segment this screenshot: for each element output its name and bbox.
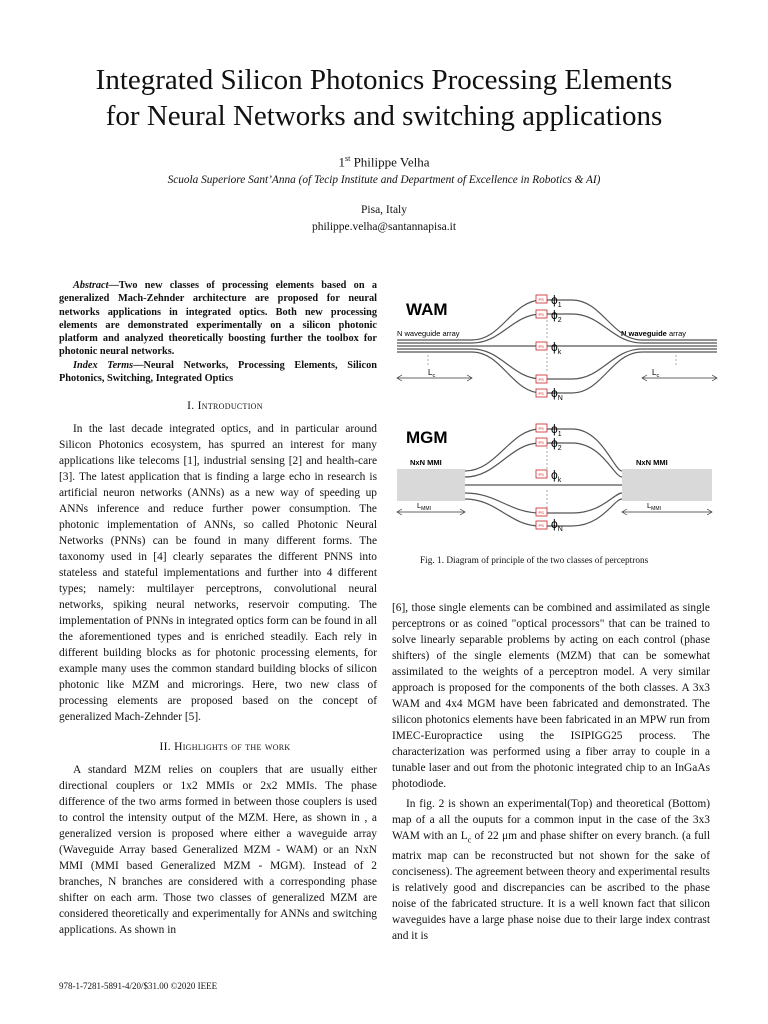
svg-text:ϕk: $\phi_k$ bbox=[551, 468, 562, 484]
index-terms-label: Index Terms bbox=[73, 359, 134, 371]
svg-text:ϕ2: $\phi_2$ bbox=[551, 308, 562, 324]
right-column bbox=[392, 600, 710, 944]
svg-text:PS: PS bbox=[538, 391, 544, 396]
highlights-paragraph: A standard MZM relies on couplers that are usually either directional couplers or 1x2 MMIs or 2x2 MMIs. The phase difference of the two arms formed in between those couplers is used to control the intensity output of the MZM. Here, as shown in , a generalized version is proposed where either a waveguide array (Waveguide Array based Generalized MZM - WAM) or an NxN MMI (MMI based Generalized MZM - MGM). Instead of 2 branches, N branches are considered with a corresponding phase shifter on each arm. Those two classes of generalized MZM are considered theoretically and experimentally for ANNs and switching applications. As shown in bbox=[59, 764, 377, 937]
svg-text:PS: PS bbox=[538, 377, 544, 382]
wam-ps-labels bbox=[539, 297, 545, 396]
svg-text:PS: PS bbox=[538, 297, 544, 302]
mgm-nxn-mmi-right: NxN MMI bbox=[636, 458, 668, 467]
author-city: Pisa, Italy bbox=[361, 204, 407, 216]
svg-text:ϕ2: $\phi_2$ bbox=[551, 436, 562, 452]
title-line-2: for Neural Networks and switching applications bbox=[105, 100, 663, 132]
author-ordinal-sup: st bbox=[344, 154, 351, 163]
svg-text:PS: PS bbox=[538, 312, 544, 317]
svg-text:ϕk: $\phi_k$ bbox=[551, 340, 562, 356]
section-heading-introduction: I. Introduction bbox=[187, 400, 263, 413]
author-name-text: Philippe Velha bbox=[353, 154, 430, 170]
svg-text:ϕN: $\phi_N$ bbox=[551, 517, 563, 533]
wam-label: WAM bbox=[406, 300, 448, 319]
author-affiliation: Scuola Superiore Sant’Anna (of Tecip Institute and Department of Excellence in Robotics & AI) bbox=[167, 174, 601, 186]
wam-lc-right: $L_c$ bbox=[652, 368, 660, 379]
author-ordinal: 1 bbox=[338, 154, 345, 170]
paper-title bbox=[40, 62, 728, 134]
abstract: Abstract—Two new classes of processing elements based on a generalized Mach-Zehnder architecture are proposed for neural networks applications in integrated optics. Both new processing elements are demonstrated experimentally on a silicon photonic platform and analyzed theoretically boosting further the toolbox for photonic neural networks. bbox=[59, 280, 377, 358]
wam-wg-array-left: N waveguide array bbox=[397, 329, 460, 338]
right-paragraph-2: In fig. 2 is shown an experimental(Top) and theoretical (Bottom) map of a all the ouputs for a common input in the case of the 3x3 WAM with an $L_c$ of 22 μm and phase shifter on every branch. (a full matrix map can be reconstructed but not shown for the sake of conciseness). The agreement between theory and experimental results is relatively good and discrepancies can be ascribed to the phase noise of the fabricated structure. It is a well known fact that silicon waveguides have a large phase noise due to their large index contrast and it is bbox=[392, 798, 710, 943]
svg-text:ϕ1: $\phi_1$ bbox=[551, 293, 562, 309]
index-terms: Index Terms—Neural Networks, Processing Elements, Silicon Photonics, Switching, Integrated Optics bbox=[59, 359, 377, 385]
abstract-label: Abstract bbox=[73, 280, 109, 291]
mgm-lmmi-right: $L_{MMI}$ bbox=[647, 501, 661, 512]
index-terms-text: Neural Networks, Processing Elements, Silicon Photonics, Switching, Integrated Optics bbox=[59, 359, 377, 385]
title-line-1: Integrated Silicon Photonics Processing Elements bbox=[95, 64, 673, 96]
mgm-mmi-right-block bbox=[622, 469, 712, 501]
mgm-nxn-mmi-left: NxN MMI bbox=[410, 458, 442, 467]
svg-text:PS: PS bbox=[538, 426, 544, 431]
author-email: philippe.velha@santannapisa.it bbox=[311, 221, 457, 233]
mgm-mmi-left-block bbox=[397, 469, 465, 501]
wam-phi-labels bbox=[551, 293, 563, 402]
left-column bbox=[59, 279, 377, 938]
copyright-footer: 978-1-7281-5891-4/20/$31.00 ©2020 IEEE bbox=[59, 981, 218, 991]
mgm-lmmi-left: $L_{MMI}$ bbox=[417, 501, 431, 512]
svg-text:PS: PS bbox=[538, 523, 544, 528]
figure-caption: Fig. 1. Diagram of principle of the two classes of perceptrons bbox=[420, 556, 649, 566]
mgm-label: MGM bbox=[406, 428, 448, 447]
wam-lc-arrows bbox=[397, 375, 717, 381]
wam-lc-left: $L_c$ bbox=[428, 368, 436, 379]
figure-1 bbox=[392, 283, 722, 535]
section-heading-highlights: II. Highlights of the work bbox=[159, 741, 291, 754]
svg-text:PS: PS bbox=[538, 440, 544, 445]
svg-text:PS: PS bbox=[538, 472, 544, 477]
svg-text:PS: PS bbox=[538, 344, 544, 349]
mgm-lmmi-arrows bbox=[397, 509, 712, 515]
svg-text:PS: PS bbox=[538, 510, 544, 515]
svg-text:ϕ1: $\phi_1$ bbox=[551, 422, 562, 438]
right-paragraph-1: [6], those single elements can be combined and assimilated as single perceptrons or as coined "optical processors" that can be trained to solve linearly separable problems by acting on each control (phase shifters) of the single elements (MZM) that can be somewhat assimilated to the weights of a perceptron model. A very similar approach is proposed for the components of the both classes. A 3x3 WAM and 4x4 MGM have been fabricated and demonstrated. The silicon photonics elements have been fabricated in an MPW run from IMEC-Europractice using the ISIPIGG25 process. The characterization was performed using a fiber array to couple in a tunable laser and out from the photonic integrated chip to an InGaAs photodiode. bbox=[392, 602, 710, 790]
intro-paragraph: In the last decade integrated optics, and in particular around Silicon Photonics ecosystem, has spurred an interest for many applications like telecoms [1], industrial sensing [2] and health-care [3]. The latest application that is finding a large echo in research is artificial neuron networks (ANNs) as a new way of speeding up ANNs inference and reduce further power consumption. The photonic implementation of ANNs, so called Photonic Neural Networks (PNNs) can be found in many different forms. The taxonomy used in [4] clearly separates the different PNNS into stateless and stateful implementations and further into 4 different types; namely: multilayer perceptrons, convolutional neural networks, spiking neural networks, reservoir computing. The implementation of PNNs in integrated optics form can be found in all the aforementioned types and is enriched steadily. Each rely in different building blocks as for photonic processing elements, for example many uses the common standard building blocks of silicon photonic like MZM and microrings. Here, two new class of processing elements are proposed based on the concept of generalized Mach-Zehnder [5]. bbox=[59, 423, 377, 724]
svg-text:ϕN: $\phi_N$ bbox=[551, 386, 563, 402]
mgm-phi-labels bbox=[551, 422, 563, 533]
abstract-text: Two new classes of processing elements based on a generalized Mach-Zehnder architecture are proposed for neural networks applications in integrated optics. Both new processing elements are demonstrated experimentally on a silicon photonic platform and analyzed theoretically boosting further the toolbox for photonic neural networks. bbox=[59, 280, 377, 358]
wam-wg-array-right: N waveguide array bbox=[621, 329, 687, 338]
author-name bbox=[40, 154, 728, 170]
